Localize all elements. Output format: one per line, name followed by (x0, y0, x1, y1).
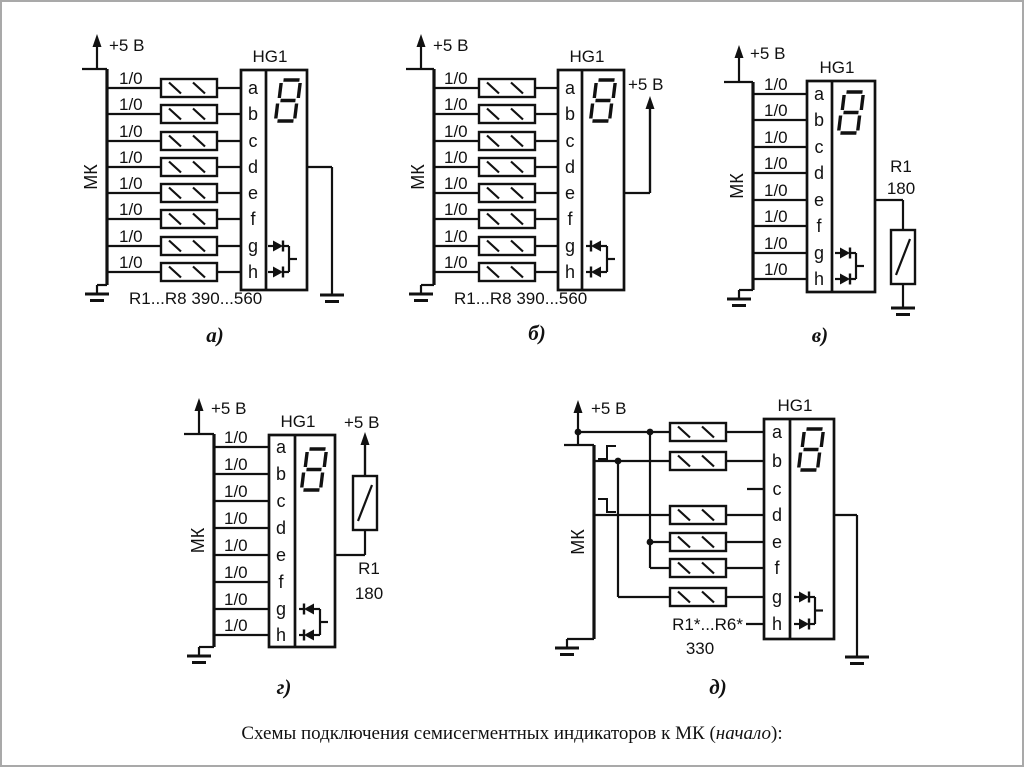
pin-label: a (275, 437, 287, 457)
indicator-block (558, 70, 624, 290)
caption-italic: начало (715, 723, 772, 744)
pin-label: c (276, 491, 286, 511)
mcu-label: МК (727, 173, 747, 199)
segment (305, 452, 307, 467)
pin-label: c (565, 131, 575, 151)
ground-icon (555, 639, 579, 655)
schematic-canvas (2, 2, 1024, 767)
resistor-note: R1*...R6* (672, 615, 743, 634)
pin-label: g (275, 599, 287, 619)
pin-label: b (247, 104, 259, 124)
io-label: 1/0 (119, 95, 143, 114)
pin-label: b (771, 451, 783, 471)
resistor-name: R1 (890, 157, 912, 176)
power-arrow-icon (361, 432, 370, 445)
io-label: 1/0 (764, 101, 788, 120)
io-label: 1/0 (119, 227, 143, 246)
io-label: 1/0 (764, 207, 788, 226)
diagram-d (555, 396, 869, 699)
resistor (161, 237, 217, 255)
pin-label: e (247, 183, 259, 203)
power-label: +5 В (750, 44, 786, 63)
segment (594, 83, 596, 98)
box (479, 263, 535, 281)
box (161, 132, 217, 150)
io-label: 1/0 (224, 616, 248, 635)
io-label: 1/0 (764, 181, 788, 200)
pin-label: b (813, 110, 825, 130)
segment (802, 432, 804, 447)
io-label: 1/0 (764, 128, 788, 147)
ground-icon (187, 647, 211, 663)
indicator-title: HG1 (252, 47, 288, 66)
pin-label: d (771, 505, 783, 525)
pin-label: h (771, 614, 783, 634)
segment (839, 116, 841, 131)
resistor (161, 132, 217, 150)
box (479, 79, 535, 97)
power-arrow-icon (93, 34, 102, 47)
box (670, 423, 726, 441)
ground-icon (85, 285, 109, 301)
io-label: 1/0 (119, 253, 143, 272)
pin-label: a (771, 422, 783, 442)
pin-label: e (564, 183, 576, 203)
ground-icon (891, 299, 915, 315)
resistor (670, 423, 726, 441)
ground-icon (409, 285, 433, 301)
io-label: 1/0 (764, 154, 788, 173)
segment (591, 104, 593, 119)
power-label: +5 В (433, 36, 469, 55)
pin-label: c (814, 137, 824, 157)
io-label: 1/0 (224, 563, 248, 582)
io-label: 1/0 (444, 227, 468, 246)
segment (295, 104, 297, 119)
ground-icon (727, 290, 751, 306)
pin-label: b (275, 464, 287, 484)
diagram-letter: в) (811, 323, 829, 347)
box (479, 132, 535, 150)
pin-label: h (813, 269, 825, 289)
resistor (670, 533, 726, 551)
figure-caption (2, 723, 1022, 745)
resistor-note: R1...R8 390...560 (129, 289, 263, 308)
pin-label: a (813, 84, 825, 104)
io-label: 1/0 (444, 200, 468, 219)
diagram-letter: д) (709, 675, 727, 699)
diagram-g (184, 398, 383, 699)
pin-label: g (771, 587, 783, 607)
pin-label: d (564, 157, 576, 177)
box (479, 158, 535, 176)
resistor (161, 184, 217, 202)
box (670, 452, 726, 470)
ground-icon (320, 286, 344, 302)
resistor-value: 180 (354, 584, 384, 603)
resistor (161, 158, 217, 176)
pin-label: d (813, 163, 825, 183)
box (161, 184, 217, 202)
indicator-title: HG1 (777, 396, 813, 415)
box (161, 79, 217, 97)
io-label: 1/0 (119, 122, 143, 141)
box (161, 158, 217, 176)
io-label: 1/0 (119, 148, 143, 167)
indicator-block (241, 70, 307, 290)
resistor-name: R1 (358, 559, 380, 578)
diagram-b (406, 34, 663, 345)
segment (279, 83, 281, 98)
box (479, 184, 535, 202)
pin-label: c (772, 479, 782, 499)
resistor (479, 105, 535, 123)
io-label: 1/0 (224, 536, 248, 555)
resistor (479, 184, 535, 202)
diagram-letter: а) (206, 323, 224, 347)
io-label: 1/0 (119, 69, 143, 88)
power-arrow-icon (195, 398, 204, 411)
resistor (479, 79, 535, 97)
resistor (670, 506, 726, 524)
resistor (891, 230, 915, 284)
segment (613, 83, 615, 98)
pin-label: a (247, 78, 259, 98)
pin-label: f (774, 558, 780, 578)
junction-dot (575, 429, 582, 436)
io-label: 1/0 (444, 174, 468, 193)
io-label: 1/0 (444, 148, 468, 167)
indicator-title: HG1 (569, 47, 605, 66)
resistor (670, 452, 726, 470)
pin-label: e (813, 190, 825, 210)
power-label: +5 В (211, 399, 247, 418)
io-label: 1/0 (444, 95, 468, 114)
resistor-value: 180 (886, 179, 916, 198)
pin-label: h (247, 262, 259, 282)
segment (324, 452, 326, 467)
power-arrow-icon (417, 34, 426, 47)
ground-icon (845, 648, 869, 664)
pin-label: f (250, 209, 256, 229)
caption-text: Схемы подключения семисегментных индикаторов к МК ( (241, 723, 716, 744)
power-label: +5 В (344, 413, 380, 432)
resistor (161, 79, 217, 97)
power-label: +5 В (109, 36, 145, 55)
resistor (161, 210, 217, 228)
io-label: 1/0 (764, 260, 788, 279)
pin-label: h (564, 262, 576, 282)
resistor (479, 158, 535, 176)
pin-label: b (564, 104, 576, 124)
power-arrow-icon (646, 96, 655, 109)
mcu-label: МК (81, 164, 101, 190)
resistor (479, 210, 535, 228)
resistor (670, 588, 726, 606)
io-label: 1/0 (444, 69, 468, 88)
box (479, 210, 535, 228)
pulse-rising-icon (598, 446, 616, 459)
box (161, 105, 217, 123)
pin-label: g (564, 236, 576, 256)
pin-label: a (564, 78, 576, 98)
diagram-v (724, 44, 915, 347)
segment (276, 104, 278, 119)
box (161, 263, 217, 281)
segment (799, 453, 801, 468)
io-label: 1/0 (764, 75, 788, 94)
segment (298, 83, 300, 98)
mcu-label: МК (408, 164, 428, 190)
io-label: 1/0 (444, 253, 468, 272)
pin-label: f (567, 209, 573, 229)
segment (861, 95, 863, 110)
box (479, 237, 535, 255)
box (479, 105, 535, 123)
diagram-letter: г) (276, 675, 292, 699)
io-label: 1/0 (764, 234, 788, 253)
box (161, 237, 217, 255)
resistor-note: 330 (685, 639, 715, 658)
power-label: +5 В (591, 399, 627, 418)
power-label: +5 В (628, 75, 664, 94)
pin-label: e (771, 532, 783, 552)
box (670, 506, 726, 524)
box (161, 210, 217, 228)
pin-label: d (247, 157, 259, 177)
io-label: 1/0 (444, 122, 468, 141)
pin-label: e (275, 545, 287, 565)
box (670, 559, 726, 577)
segment (842, 95, 844, 110)
pulse-falling-icon (598, 499, 616, 512)
pin-label: f (816, 216, 822, 236)
pin-label: f (278, 572, 284, 592)
io-label: 1/0 (119, 200, 143, 219)
pin-label: h (275, 625, 287, 645)
segment (610, 104, 612, 119)
segment (321, 473, 323, 488)
pin-label: g (247, 236, 259, 256)
resistor (670, 559, 726, 577)
io-label: 1/0 (119, 174, 143, 193)
indicator-title: HG1 (819, 58, 855, 77)
resistor (353, 476, 377, 530)
resistor (479, 132, 535, 150)
resistor (479, 263, 535, 281)
segment (858, 116, 860, 131)
box (670, 533, 726, 551)
mcu-label: МК (188, 527, 208, 554)
resistor (479, 237, 535, 255)
resistor-note: R1...R8 390...560 (454, 289, 588, 308)
diagram-letter: б) (528, 321, 546, 345)
power-arrow-icon (735, 45, 744, 58)
io-label: 1/0 (224, 428, 248, 447)
power-arrow-icon (574, 400, 583, 413)
caption-tail: ): (771, 723, 783, 744)
indicator-title: HG1 (280, 412, 316, 431)
io-label: 1/0 (224, 509, 248, 528)
io-label: 1/0 (224, 482, 248, 501)
pin-label: d (275, 518, 287, 538)
resistor (161, 263, 217, 281)
segment (821, 432, 823, 447)
io-label: 1/0 (224, 590, 248, 609)
pin-label: c (248, 131, 258, 151)
io-label: 1/0 (224, 455, 248, 474)
box (670, 588, 726, 606)
segment (818, 453, 820, 468)
resistor (161, 105, 217, 123)
segment (302, 473, 304, 488)
pin-label: g (813, 243, 825, 263)
diagram-a (81, 34, 344, 347)
mcu-label: МК (568, 529, 588, 555)
